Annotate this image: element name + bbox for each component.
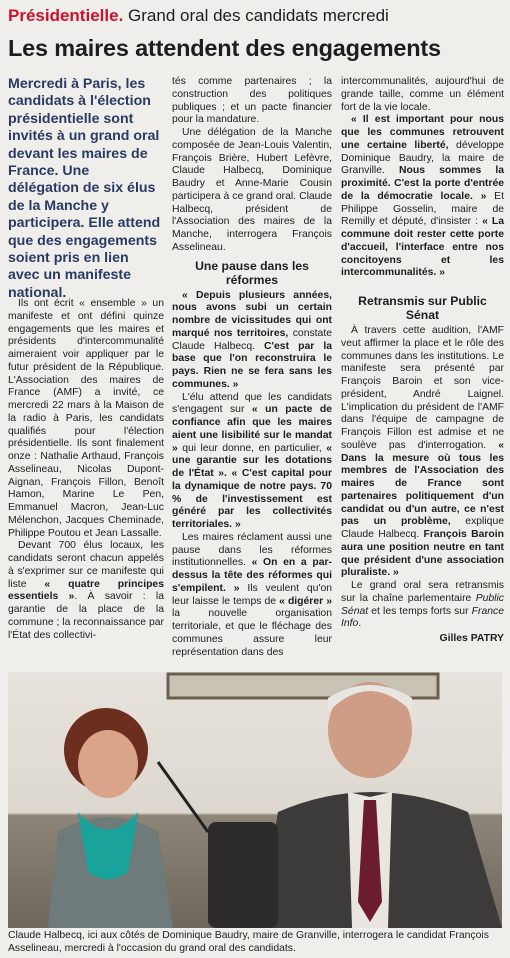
- paragraph: [8, 540, 164, 642]
- kicker-subtitle: Grand oral des candidats mercredi: [128, 6, 389, 25]
- bold-text: « Il est important pour nous que les communes retrouvent une certaine liberté,: [341, 114, 504, 151]
- italic-text: France Info: [341, 605, 504, 630]
- text: Devant 700 élus locaux, les candidats seront chacun appelés à s'exprimer sur ce manifeste qui liste: [8, 540, 164, 590]
- bold-text: C'est par la base que l'on reconstruira le pays. Rien ne se fera sans les communes. »: [172, 340, 332, 390]
- column-3: [341, 76, 504, 646]
- text: .: [358, 618, 362, 630]
- text: . À savoir : la garantie de la place de la commune ; la reconnaissance par l'État des collectivi-: [8, 591, 164, 641]
- paragraph: [172, 290, 332, 392]
- bold-text: « quatre principes essentiels »: [8, 578, 164, 603]
- text: développe Dominique Baudry, la maire de Granville.: [341, 139, 505, 177]
- text: intercommunalités, aujourd'hui de grande taille, comme un élément fort de la vie locale.: [341, 76, 504, 113]
- bold-text: Nous sommes la proximité. C'est la porte d'entrée de la démocratie locale. »: [341, 165, 505, 202]
- bold-text: « Dans la mesure où tous les membres de l'Association des maires de France sont partenaires politiquement d'un candidat ou d'un autre, ce n'est pas un problème,: [341, 439, 504, 528]
- bold-text: « digérer »: [279, 595, 333, 607]
- text: tés comme partenaires ; la construction des politiques publiques ; et un pacte financier pour la mandature.: [172, 76, 332, 126]
- text: Ils ont écrit « ensemble » un manifeste et ont défini quinze engagements que les maires et présidents d'intercommunalité aimeraient voir appliquer par le futur président de la République. L'Association des maires de France (AMF) a invité, ce mercredi 22 mars à la Maison de la radio à Paris, les candidats qualifiés pour l'élection présidentielle. Ils sont finalement onze : Nathalie Arthaud, François Asselineau, Nicolas Dupont-Aignan, François Fillon, Benoît Hamon, Marine Le Pen, Emmanuel Macron, Jean-Luc Mélenchon, Jacques Cheminade, Philippe Poutou et Jean Lassalle.: [8, 298, 164, 539]
- photo-caption: Claude Halbecq, ici aux côtés de Dominique Baudry, maire de Granville, interrogera le candidat François Asselineau, mercredi à l'occasion du grand oral des candidats.: [8, 930, 489, 954]
- paragraph: [341, 580, 504, 631]
- text: et les temps forts sur: [368, 605, 472, 617]
- text: Et Philippe Gosselin, maire de Remilly et député, d'insister :: [341, 190, 504, 228]
- woman-figure-icon: [48, 708, 173, 928]
- paragraph: [8, 298, 164, 540]
- article-kicker: [8, 6, 502, 26]
- microphone-icon: [158, 762, 278, 928]
- paragraph: [341, 76, 504, 114]
- paragraph: [172, 127, 332, 255]
- text: Une délégation de la Manche composée de Jean-Louis Valentin, François Brière, Hubert Lefèvre, Claude Halbecq, Dominique Baudry et Anne-Marie Cousin participera à ce grand oral. Claude Halbecq, président de l'Association des maires de la Manche, interrogera François Asselineau.: [172, 127, 332, 253]
- text: la nouvelle organisation territoriale, et que le fléchage des communes assure leur représentation dans des: [172, 608, 332, 658]
- text: L'élu attend que les candidats s'engagent sur: [172, 391, 332, 416]
- italic-text: Public Sénat: [341, 592, 504, 617]
- subheading: Retransmis sur Public Sénat: [358, 294, 487, 322]
- article-lead: Mercredi à Paris, les candidats à l'élection présidentielle sont invités à un grand oral devant les maires de France. Une délégation de six élus de la Manche y participera. Elle attend que des engagements soient pris en lien avec un manifeste national.: [8, 76, 161, 301]
- bold-text: « Depuis plusieurs années, nous avons subi un certain nombre de vicissitudes qui ont marqué nos territoires,: [172, 289, 332, 339]
- man-figure-icon: [258, 682, 502, 928]
- column-2: [172, 76, 332, 659]
- rubric-label: Présidentielle: [8, 6, 119, 25]
- text: explique Claude Halbecq.: [341, 516, 505, 540]
- author-signature: Gilles PATRY: [439, 633, 504, 644]
- bold-text: « un pacte de confiance afin que les maires aient une lisibilité sur le mandat »: [172, 404, 332, 454]
- column-1: [8, 76, 164, 642]
- bold-text: « une garantie sur les dotations de l'État ». « C'est capital pour la dynamique de notre pays. 70 % de l'investissement est généré par les collectivités territoriales. »: [172, 442, 332, 530]
- bold-text: « On en a par-dessus la tête des réformes qui s'empilent. »: [172, 557, 332, 594]
- text: Ils veulent qu'on leur laisse le temps de: [172, 582, 332, 607]
- article-headline: Les maires attendent des engagements: [8, 35, 441, 61]
- text: À travers cette audition, l'AMF veut affirmer la place et le rôle des communes dans les institutions. Le manifeste sera présenté par François Baroin et son vice-président, André Laignel. L'implication du président de l'AMF dans l'équipe de campagne de François Fillon est admise et ne soulève pas d'interrogation.: [341, 325, 504, 451]
- text: constate Claude Halbecq.: [172, 327, 332, 352]
- photo-illustration: [8, 672, 502, 928]
- text: Le grand oral sera retransmis sur la chaîne parlementaire: [341, 580, 504, 604]
- article-photo: [8, 672, 502, 928]
- bold-text: François Baroin aura une position neutre en tant que président d'une association pluraliste. »: [341, 529, 504, 579]
- paragraph: [172, 76, 332, 127]
- rubric-dot: .: [118, 6, 124, 25]
- paragraph: [341, 114, 504, 280]
- subheading: Une pause dans les réformes: [195, 258, 309, 287]
- paragraph: [341, 325, 504, 580]
- paragraph: [172, 392, 332, 532]
- paragraph: [172, 532, 332, 660]
- text: Les maires réclament aussi une pause dans les réformes institutionnelles.: [172, 531, 332, 569]
- bold-text: « La commune doit rester cette porte d'accueil, l'interface entre nos concitoyens et les intercommunalités. »: [341, 216, 505, 279]
- text: qui leur donne, en particulier,: [177, 442, 327, 454]
